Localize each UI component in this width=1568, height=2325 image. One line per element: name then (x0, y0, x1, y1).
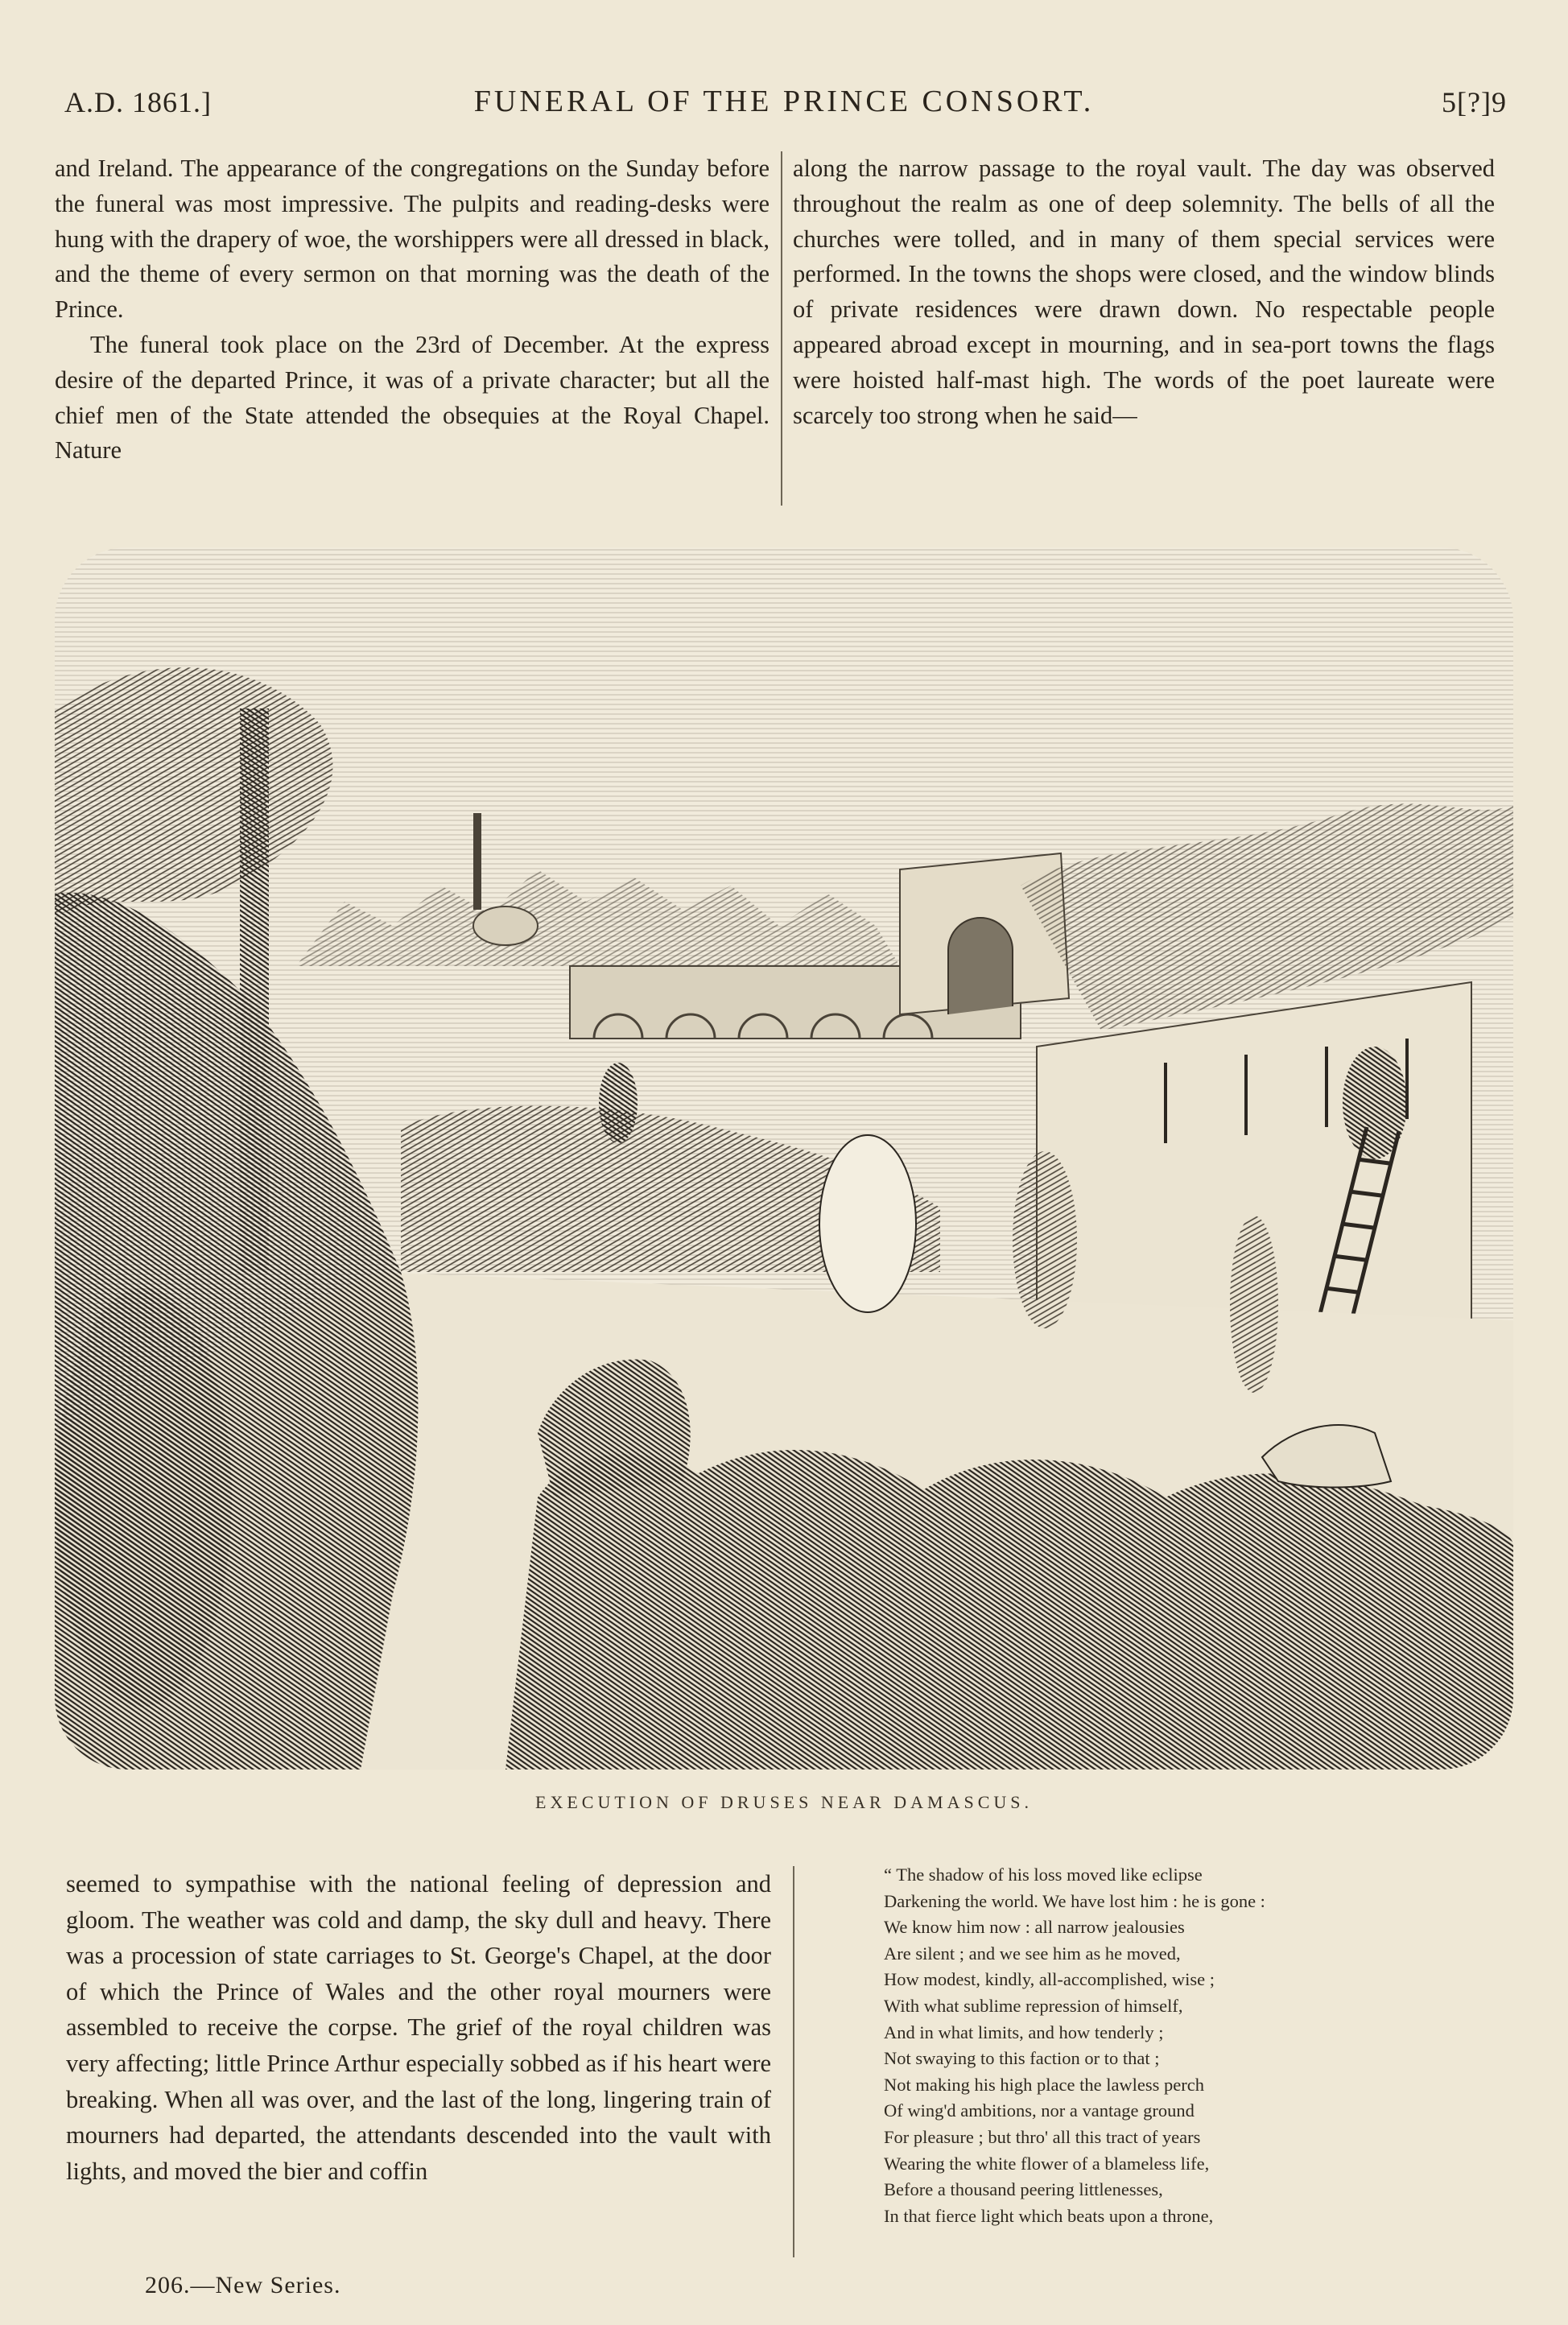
gate-arch (948, 918, 1013, 1014)
poem-line: Not swaying to this faction or to that ; (884, 2048, 1160, 2069)
column-rule (793, 1866, 794, 2257)
top-right-column (793, 151, 1495, 433)
poem-line: Before a thousand peering littlenesses, (884, 2179, 1163, 2200)
poem-line: In that fierce light which beats upon a throne, (884, 2205, 1214, 2226)
top-left-column (55, 151, 770, 469)
minaret (473, 813, 481, 910)
mounted-officer (599, 1063, 638, 1143)
running-head-title: FUNERAL OF THE PRINCE CONSORT. (473, 85, 1095, 118)
paragraph: and Ireland. The appearance of the congregations on the Sunday before the funeral was most impressive. The pulpits and reading-desks were hung with the drapery of woe, the worshippers were all dressed in black, and the theme of every sermon on that morning was the death of the Prince. (55, 155, 770, 324)
poem-line: Wearing the white flower of a blameless life, (884, 2153, 1210, 2174)
paragraph: along the narrow passage to the royal vault. The day was observed throughout the realm as one of deep solemnity. The bells of all the churches were tolled, and in many of them special services were performed. In the towns the shops were closed, and the window blinds of private residences were drawn down. No respectable people appeared abroad except in mourning, and in sea-port towns the flags were hoisted half-mast high. The words of the poet laureate were scarcely too strong when he said— (793, 155, 1495, 429)
poem-quotation (884, 1862, 1447, 2229)
guard-figure (1230, 1216, 1278, 1393)
dome (473, 906, 538, 945)
poem-line: With what sublime repression of himself, (884, 1995, 1183, 2016)
poem-line: Not making his high place the lawless perch (884, 2074, 1205, 2095)
engraving-drawing (55, 547, 1513, 1770)
executioner-figure (1013, 1151, 1077, 1328)
poem-line: How modest, kindly, all-accomplished, wise ; (884, 1969, 1215, 1990)
poem-line: Darkening the world. We have lost him : he is gone : (884, 1890, 1265, 1911)
figure-on-ladder (1343, 1047, 1407, 1159)
column-rule (781, 151, 782, 506)
poem-line: Are silent ; and we see him as he moved, (884, 1943, 1181, 1964)
poem-line: For pleasure ; but thro' all this tract of years (884, 2126, 1201, 2147)
paragraph: The funeral took place on the 23rd of December. At the express desire of the departed Prince, it was of a private character; but all the chief men of the State attended the obsequies at the Royal Chapel. Nature (55, 330, 770, 465)
running-head-date: A.D. 1861.] (64, 86, 212, 118)
engraving-illustration (55, 547, 1513, 1770)
page-number: 5[?]9 (1442, 86, 1507, 118)
white-robed-figure (819, 1135, 916, 1312)
poem-line: And in what limits, and how tenderly ; (884, 2021, 1164, 2042)
running-head (56, 79, 1512, 127)
illustration-caption: EXECUTION OF DRUSES NEAR DAMASCUS. (535, 1792, 1033, 1812)
bottom-left-column (66, 1866, 771, 2189)
poem-line: We know him now : all narrow jealousies (884, 1917, 1185, 1938)
footer-series-mark: 206.—New Series. (145, 2272, 341, 2298)
paragraph: seemed to sympathise with the national feeling of depression and gloom. The weather was cold and damp, the sky dull and heavy. There was a procession of state carriages to St. George's Chapel, at the door of which the Prince of Wales and the other royal mourners were assembled to receive the corpse. The grief of the royal children was very affecting; little Prince Arthur especially sobbed as if his heart were breaking. When all was over, and the last of the long, lingering train of mourners had departed, the attendants descended into the vault with lights, and moved the bier and coffin (66, 1870, 772, 2185)
poem-line: “ The shadow of his loss moved like eclipse (884, 1865, 1203, 1885)
foreground-crowd (505, 1450, 1513, 1770)
foreground-figure (55, 1288, 232, 1707)
poem-line: Of wing'd ambitions, nor a vantage ground (884, 2100, 1195, 2121)
